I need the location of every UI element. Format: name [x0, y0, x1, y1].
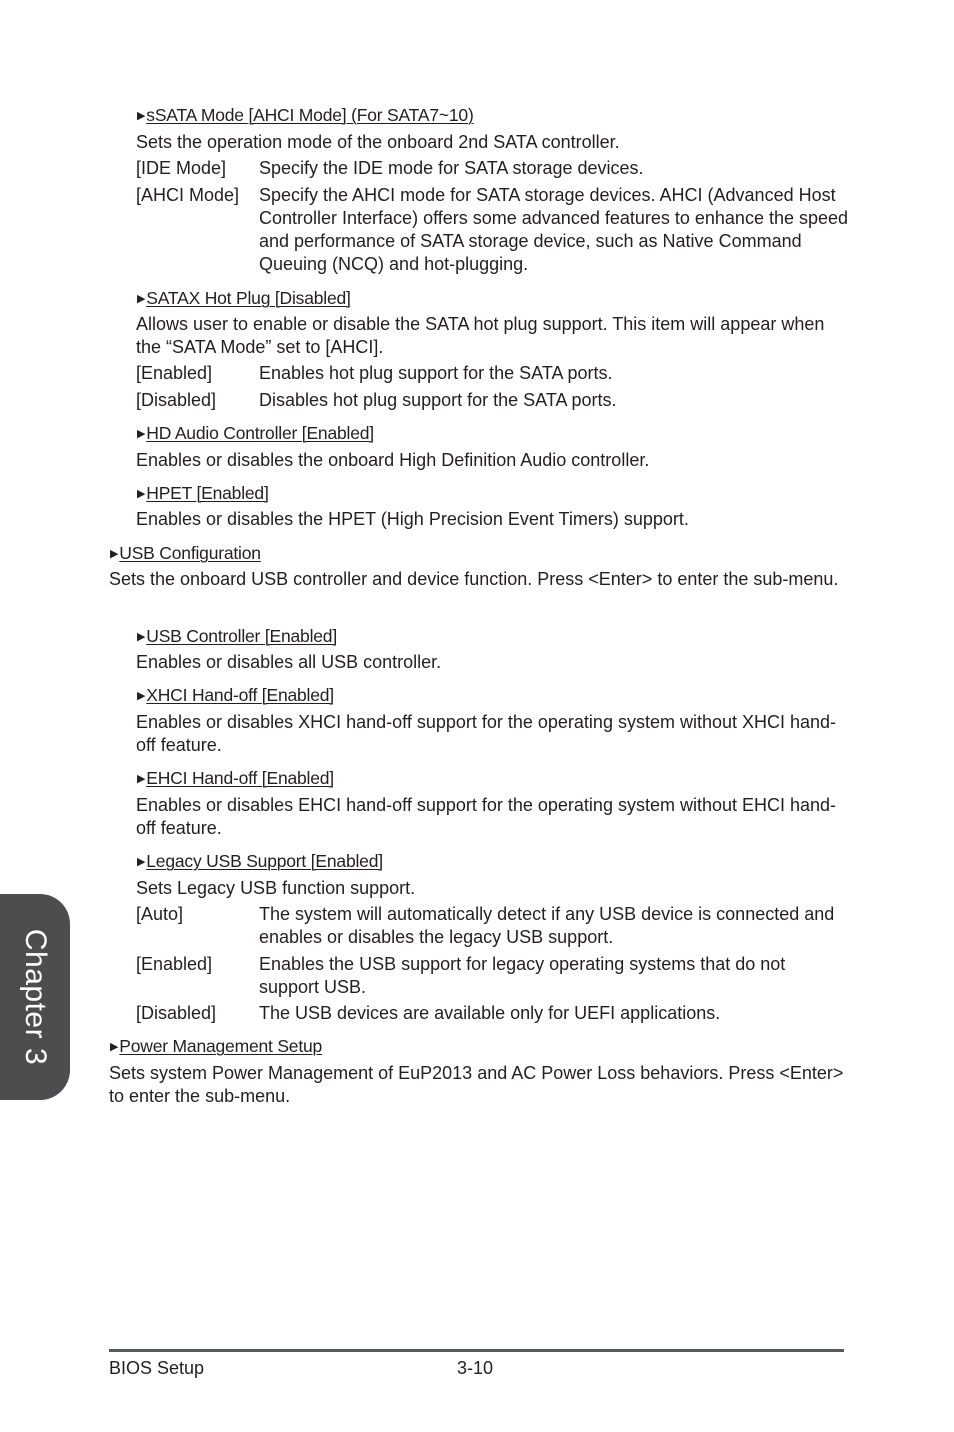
item-heading-satax-hot-plug — [137, 288, 351, 309]
option-text: The USB devices are available only for UEFI applications. — [259, 1003, 721, 1023]
item-description: Sets system Power Management of EuP2013 and AC Power Loss behaviors. Press <Enter> to enter the sub-menu. — [109, 1063, 844, 1106]
item-heading-legacy-usb-support — [137, 851, 383, 872]
item-description: Allows user to enable or disable the SATA hot plug support. This item will appear when the “SATA Mode” set to [AHCI]. — [136, 314, 825, 357]
footer-section-title: BIOS Setup — [109, 1358, 205, 1378]
heading-text: USB Controller [Enabled] — [146, 626, 337, 646]
option-text: Specify the IDE mode for SATA storage devices. — [259, 158, 644, 178]
item-description: Enables or disables the HPET (High Precision Event Timers) support. — [136, 509, 689, 529]
item-heading-hpet — [137, 483, 269, 504]
option-text: The system will automatically detect if any USB device is connected and enables or disables the legacy USB support. — [259, 904, 835, 947]
heading-text: XHCI Hand-off [Enabled] — [146, 685, 334, 705]
chapter-tab-label: Chapter 3 — [19, 928, 52, 1066]
item-heading-ssata-mode — [137, 105, 474, 126]
option-key: [Enabled] — [136, 363, 213, 383]
item-description: Sets Legacy USB function support. — [136, 878, 416, 898]
option-key: [Auto] — [136, 904, 184, 924]
heading-text: EHCI Hand-off [Enabled] — [146, 768, 334, 788]
item-heading-usb-controller — [137, 626, 337, 647]
option-key: [AHCI Mode] — [136, 185, 240, 205]
option-key: [Enabled] — [136, 954, 213, 974]
right-triangle-icon: ▶ — [137, 488, 146, 500]
item-heading-hd-audio — [137, 423, 374, 444]
right-triangle-icon: ▶ — [110, 1041, 119, 1053]
item-description: Enables or disables the onboard High Definition Audio controller. — [136, 450, 650, 470]
right-triangle-icon: ▶ — [137, 110, 146, 122]
right-triangle-icon: ▶ — [137, 856, 146, 868]
heading-text: Legacy USB Support [Enabled] — [146, 851, 383, 871]
item-description: Enables or disables all USB controller. — [136, 652, 442, 672]
heading-text: USB Configuration — [119, 543, 261, 563]
right-triangle-icon: ▶ — [137, 428, 146, 440]
option-text: Enables the USB support for legacy operating systems that do not support USB. — [259, 954, 786, 997]
right-triangle-icon: ▶ — [137, 690, 146, 702]
item-heading-usb-configuration — [110, 543, 261, 564]
heading-text: HPET [Enabled] — [146, 483, 269, 503]
right-triangle-icon: ▶ — [110, 548, 119, 560]
heading-text: SATAX Hot Plug [Disabled] — [146, 288, 351, 308]
right-triangle-icon: ▶ — [137, 293, 146, 305]
option-text: Enables hot plug support for the SATA ports. — [259, 363, 613, 383]
footer-divider — [109, 1349, 844, 1352]
right-triangle-icon: ▶ — [137, 631, 146, 643]
option-key: [Disabled] — [136, 390, 217, 410]
item-description: Sets the onboard USB controller and device function. Press <Enter> to enter the sub-menu. — [109, 569, 839, 589]
heading-text: HD Audio Controller [Enabled] — [146, 423, 374, 443]
option-key: [IDE Mode] — [136, 158, 227, 178]
heading-text: Power Management Setup — [119, 1036, 323, 1056]
item-description: Enables or disables EHCI hand-off support for the operating system without EHCI hand-off feature. — [136, 795, 837, 838]
right-triangle-icon: ▶ — [137, 773, 146, 785]
option-key: [Disabled] — [136, 1003, 217, 1023]
chapter-tab — [0, 894, 70, 1100]
option-text: Disables hot plug support for the SATA ports. — [259, 390, 617, 410]
item-description: Enables or disables XHCI hand-off support for the operating system without XHCI hand-off feature. — [136, 712, 837, 755]
item-heading-xhci-hand-off — [137, 685, 334, 706]
option-text: Specify the AHCI mode for SATA storage devices. AHCI (Advanced Host Controller Interface) offers some advanced features to enhance the speed and performance of SATA storage device, such as Native Command Queuing (NCQ) and hot-plugging. — [259, 185, 849, 274]
page-number: 3-10 — [457, 1358, 494, 1378]
heading-text: sSATA Mode [AHCI Mode] (For SATA7~10) — [146, 105, 474, 125]
item-description: Sets the operation mode of the onboard 2nd SATA controller. — [136, 132, 620, 152]
item-heading-ehci-hand-off — [137, 768, 334, 789]
item-heading-power-management-setup — [110, 1036, 322, 1057]
